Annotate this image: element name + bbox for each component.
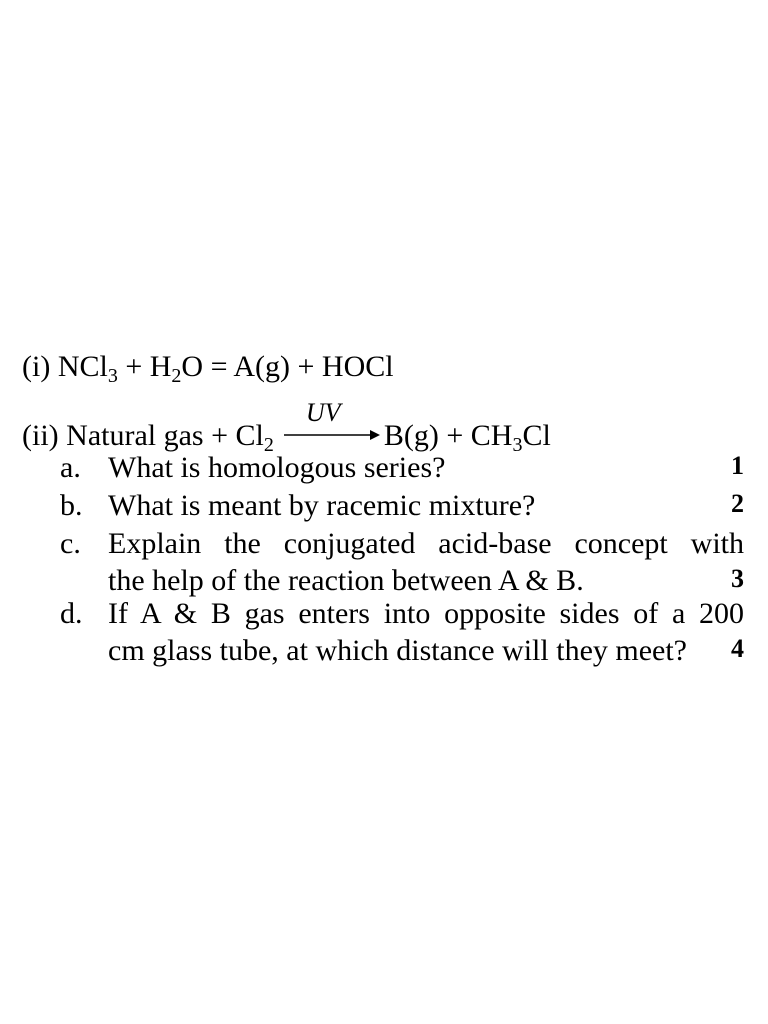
reaction-ii-subscript-3: 3 — [512, 434, 523, 456]
question-d — [60, 596, 744, 672]
question-d-line-2: cm glass tube, at which distance will they meet? — [108, 634, 687, 667]
question-c-line-2: the help of the reaction between A & B. — [108, 564, 584, 597]
uv-label: UV — [305, 398, 341, 427]
question-a-mark: 1 — [731, 451, 744, 480]
question-c-mark: 3 — [731, 564, 744, 593]
question-d-letter: d. — [60, 597, 83, 630]
reaction-i — [22, 349, 394, 385]
question-d-line-1: If A & B gas enters into opposite sides of a 200 — [108, 597, 744, 630]
reaction-i-part3: O = A(g) + HOCl — [181, 350, 394, 383]
arrow-icon — [284, 429, 380, 441]
reaction-ii-part3: Cl — [522, 419, 551, 452]
reaction-ii — [22, 398, 551, 456]
question-d-mark: 4 — [731, 634, 744, 663]
question-b-letter: b. — [60, 489, 83, 522]
reaction-ii-part1: (ii) Natural gas + Cl — [22, 419, 264, 452]
question-c — [60, 526, 744, 602]
reaction-i-subscript-2: 2 — [171, 365, 182, 387]
reaction-i-part1: (i) NCl — [22, 350, 108, 383]
question-a-text: What is homologous series? — [108, 451, 446, 484]
question-a-letter: a. — [60, 451, 81, 484]
reaction-i-part2: + H — [117, 350, 172, 383]
question-b-mark: 2 — [731, 489, 744, 518]
question-c-text — [108, 526, 744, 600]
question-c-letter: c. — [60, 527, 81, 560]
question-c-line-1: Explain the conjugated acid-base concept with — [108, 527, 744, 560]
reaction-ii-subscript-2: 2 — [263, 434, 274, 456]
reaction-ii-part2: B(g) + CH — [383, 419, 513, 452]
question-b-text: What is meant by racemic mixture? — [108, 489, 536, 522]
reaction-i-subscript-3: 3 — [107, 365, 118, 387]
question-d-text — [108, 596, 744, 670]
reaction-arrow — [284, 398, 380, 445]
